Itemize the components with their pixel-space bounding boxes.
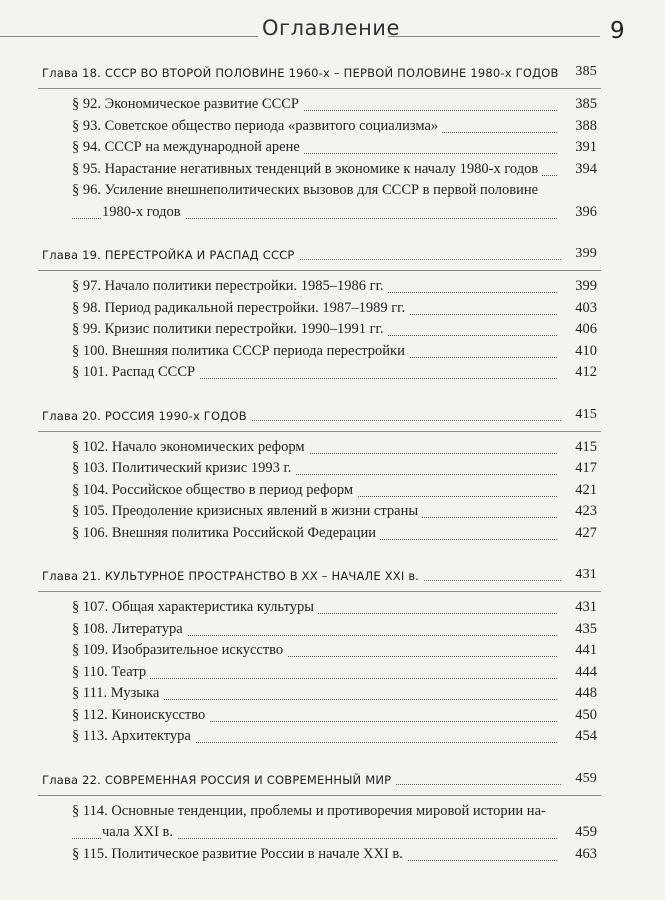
section-title: § 93. Советское общество периода «развитого социализма» — [72, 118, 442, 135]
section-page: 441 — [575, 642, 597, 658]
section-page: 431 — [575, 599, 597, 615]
section-entry[interactable] — [72, 684, 597, 706]
chapter-21 — [0, 563, 665, 767]
chapter-page: 431 — [575, 567, 597, 582]
section-title: § 105. Преодоление кризисных явлений в жизни страны — [72, 503, 422, 520]
section-page: 385 — [575, 96, 597, 112]
section-page: 415 — [575, 438, 597, 455]
chapter-gap — [0, 749, 665, 767]
chapter-divider — [38, 88, 601, 89]
section-title: § 104. Российское общество в период реформ — [72, 482, 357, 499]
page-title: Оглавление — [262, 16, 400, 40]
chapter-divider — [38, 591, 601, 592]
section-page: 410 — [575, 342, 597, 359]
section-entry[interactable] — [72, 277, 597, 299]
section-title: § 97. Начало политики перестройки. 1985–1986 гг. — [72, 278, 388, 295]
section-entry[interactable] — [72, 823, 597, 845]
section-page: 421 — [575, 481, 597, 498]
header-rule-left — [0, 36, 258, 37]
section-page: 403 — [575, 299, 597, 316]
section-entry[interactable] — [72, 95, 597, 117]
section-entry[interactable] — [72, 459, 597, 481]
chapter-22 — [0, 767, 665, 867]
section-page: 388 — [575, 117, 597, 134]
chapter-divider — [38, 795, 601, 796]
chapter-18 — [0, 60, 665, 242]
chapter-gap — [0, 545, 665, 563]
section-entry[interactable] — [72, 203, 597, 225]
section-entry[interactable] — [72, 706, 597, 728]
section-page: 394 — [575, 160, 597, 177]
chapter-title: Глава 18. СССР ВО ВТОРОЙ ПОЛОВИНЕ 1960-х – ПЕРВОЙ ПОЛОВИНЕ 1980-х ГОДОВ — [42, 66, 563, 80]
chapter-gap — [0, 385, 665, 403]
section-title: § 113. Архитектура — [72, 728, 195, 745]
section-entry[interactable] — [72, 342, 597, 364]
chapter-title: Глава 22. СОВРЕМЕННАЯ РОССИЯ И СОВРЕМЕННЫЙ МИР — [42, 773, 395, 787]
section-title: § 111. Музыка — [72, 685, 163, 702]
section-title: § 115. Политическое развитие России в начале XXI в. — [72, 846, 407, 863]
section-title: § 92. Экономическое развитие СССР — [72, 96, 303, 113]
section-title: § 102. Начало экономических реформ — [72, 439, 309, 456]
section-title: § 109. Изобразительное искусство — [72, 642, 287, 659]
section-title: § 112. Киноискусство — [72, 707, 209, 724]
section-title: § 114. Основные тенденции, проблемы и противоречия мировой истории на- — [72, 803, 550, 820]
section-title: § 96. Усиление внешнеполитических вызовов для СССР в первой половине — [72, 182, 542, 199]
chapter-title: Глава 19. ПЕРЕСТРОЙКА И РАСПАД СССР — [42, 248, 299, 262]
section-entry[interactable] — [72, 138, 597, 160]
chapter-heading[interactable] — [42, 60, 597, 86]
section-entry[interactable] — [72, 438, 597, 460]
section-entry[interactable] — [72, 620, 597, 642]
section-entry[interactable] — [72, 502, 597, 524]
chapter-page: 399 — [575, 246, 597, 261]
chapter-page: 415 — [575, 406, 597, 422]
section-entry[interactable] — [72, 598, 597, 620]
section-page: 454 — [575, 728, 597, 744]
header-rule-right — [388, 36, 600, 37]
chapter-heading[interactable] — [42, 242, 597, 268]
section-entry[interactable] — [72, 524, 597, 546]
page-header — [0, 12, 665, 48]
section-entry[interactable] — [72, 481, 597, 503]
section-page: 391 — [575, 139, 597, 155]
section-title: § 98. Период радикальной перестройки. 1987–1989 гг. — [72, 300, 409, 317]
section-entry[interactable] — [72, 663, 597, 685]
section-entry[interactable] — [72, 802, 597, 824]
chapter-title: Глава 21. КУЛЬТУРНОЕ ПРОСТРАНСТВО В ХХ – НАЧАЛЕ XXI в. — [42, 569, 423, 583]
section-page: 412 — [575, 364, 597, 380]
section-page: 396 — [575, 203, 597, 220]
table-of-contents — [0, 60, 665, 866]
section-title: § 99. Кризис политики перестройки. 1990–1991 гг. — [72, 321, 387, 338]
chapter-page: 459 — [575, 770, 597, 786]
section-entry[interactable] — [72, 299, 597, 321]
section-title: § 107. Общая характеристика культуры — [72, 599, 318, 616]
section-title: § 94. СССР на международной арене — [72, 139, 304, 156]
section-title: § 106. Внешняя политика Российской Федерации — [72, 525, 380, 542]
section-entry[interactable] — [72, 181, 597, 203]
section-entry[interactable] — [72, 117, 597, 139]
section-page: 399 — [575, 278, 597, 294]
section-entry[interactable] — [72, 320, 597, 342]
section-page: 423 — [575, 503, 597, 519]
chapter-heading[interactable] — [42, 767, 597, 793]
section-title: § 110. Театр — [72, 664, 150, 681]
section-page: 444 — [575, 663, 597, 680]
section-title: чала XXI в. — [102, 824, 177, 841]
chapter-heading[interactable] — [42, 403, 597, 429]
section-title: § 95. Нарастание негативных тенденций в экономике к началу 1980-х годов — [72, 161, 542, 178]
section-page: 406 — [575, 321, 597, 337]
section-page: 435 — [575, 620, 597, 637]
section-page: 417 — [575, 460, 597, 476]
page-number: 9 — [610, 18, 625, 44]
section-title: § 101. Распад СССР — [72, 364, 199, 381]
section-entry[interactable] — [72, 641, 597, 663]
chapter-page: 385 — [575, 64, 597, 79]
section-entry[interactable] — [72, 727, 597, 749]
section-entry[interactable] — [72, 160, 597, 182]
section-page: 463 — [575, 845, 597, 862]
chapter-20 — [0, 403, 665, 564]
section-title: § 108. Литература — [72, 621, 187, 638]
chapter-19 — [0, 242, 665, 403]
section-page: 448 — [575, 685, 597, 701]
chapter-divider — [38, 270, 601, 271]
section-title: 1980-х годов — [102, 204, 185, 221]
section-page: 459 — [575, 824, 597, 840]
section-entry[interactable] — [72, 363, 597, 385]
chapter-title: Глава 20. РОССИЯ 1990-х ГОДОВ — [42, 409, 251, 423]
section-entry[interactable] — [72, 845, 597, 867]
chapter-divider — [38, 431, 601, 432]
chapter-heading[interactable] — [42, 563, 597, 589]
section-page: 450 — [575, 706, 597, 723]
section-title: § 103. Политический кризис 1993 г. — [72, 460, 295, 477]
chapter-gap — [0, 224, 665, 242]
section-page: 427 — [575, 524, 597, 541]
section-title: § 100. Внешняя политика СССР периода перестройки — [72, 343, 409, 360]
